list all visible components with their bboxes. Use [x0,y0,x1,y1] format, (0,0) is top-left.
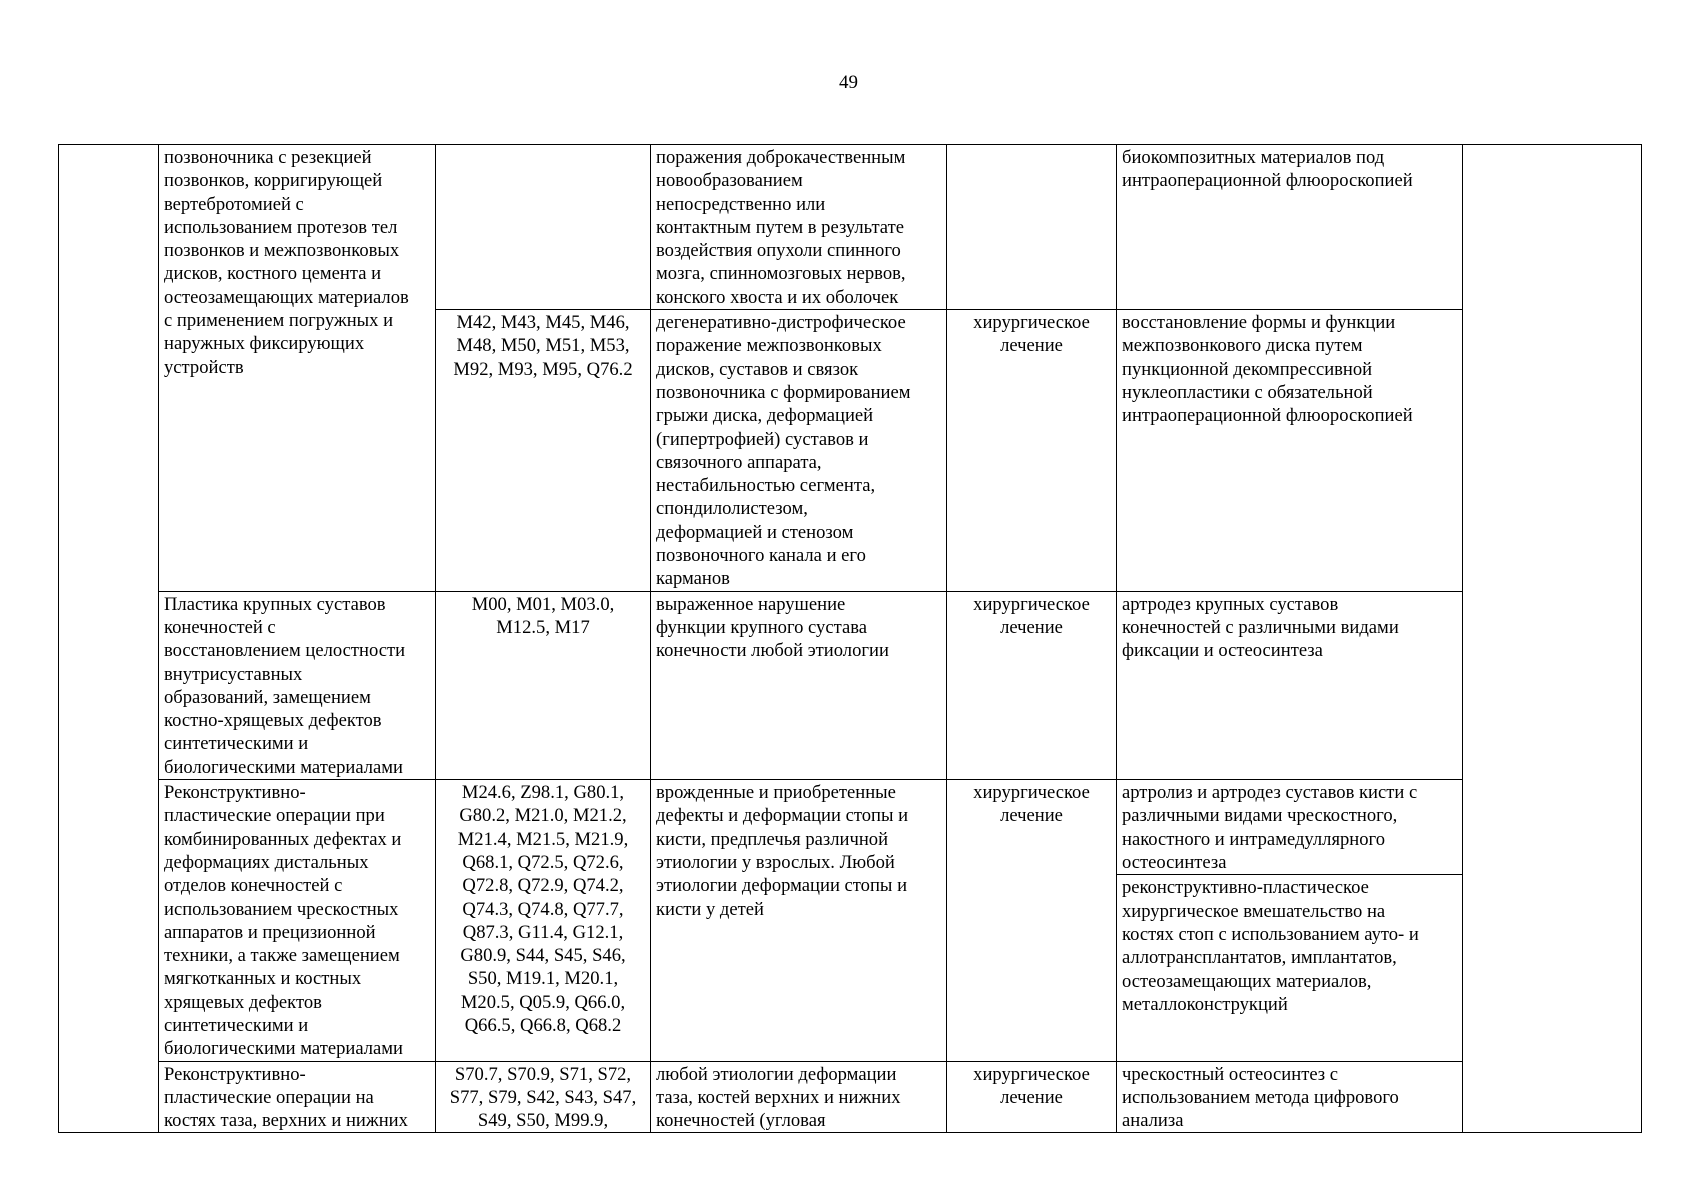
codes-text: M00, M01, M03.0, M12.5, M17 [471,593,615,638]
method-cell [159,145,436,592]
treatment-type-cell [947,780,1117,1062]
table-row [59,780,1642,875]
patient-model-cell [651,780,947,1062]
method-cell [159,1061,436,1133]
treatment-type-text: хирургическое лечение [973,593,1090,638]
method-cell [159,780,436,1062]
method-description-text: чрескостный остеосинтез с использованием метода цифрового анализа [1122,1063,1399,1132]
method-description-text: восстановление формы и функции межпозвонкового диска путем пункционной декомпрессивной нуклеопластики с обязательной интраоперационной флюороскопией [1122,312,1413,427]
patient-model-text: любой этиологии деформации таза, костей верхних и нижних конечностей (угловая [656,1063,901,1132]
method-description-text: артролиз и артродез суставов кисти с различными видами чрескостного, накостного и интрамедуллярного остеосинтеза [1122,782,1418,873]
method-text: Реконструктивно- пластические операции при комбинированных дефектах и деформациях дистальных отделов конечностей с использованием чрескостных аппаратов и прецизионной техники, а также замещением мягкотканных и костных хрящевых дефектов синтетическими и биологическими материалами [164,782,403,1060]
patient-model-text: врожденные и приобретенные дефекты и деформации стопы и кисти, предплечья различной этиологии у взрослых. Любой этиологии деформации стопы и кисти у детей [656,782,909,920]
codes-text: M42, M43, M45, M46, M48, M50, M51, M53, M92, M93, M95, Q76.2 [453,312,633,380]
treatment-type-text: хирургическое лечение [973,782,1090,827]
codes-cell [436,1061,651,1133]
codes-cell [436,591,651,779]
treatment-type-text: хирургическое лечение [973,1063,1090,1108]
method-description-cell [1117,780,1463,875]
treatment-type-cell [947,310,1117,592]
table-row [59,1061,1642,1133]
cost-cell [1463,145,1642,1133]
method-description-text: биокомпозитных материалов под интраоперационной флюороскопией [1122,147,1413,192]
method-description-cell [1117,1061,1463,1133]
patient-model-text: выраженное нарушение функции крупного сустава конечности любой этиологии [656,593,889,662]
method-text: позвоночника с резекцией позвонков, корригирующей вертебротомией с использованием протезов тел позвонков и межпозвонковых дисков, костного цемента и остеозамещающих материалов с применением погружных и наружных фиксирующих устройств [164,147,409,378]
codes-text: S70.7, S70.9, S71, S72, S77, S79, S42, S43, S47, S49, S50, M99.9, [449,1063,637,1132]
patient-model-text: поражения доброкачественным новообразованием непосредственно или контактным путем в результате воздействия опухоли спинного мозга, спинномозговых нервов, конского хвоста и их оболочек [656,147,906,308]
method-description-text: артродез крупных суставов конечностей с различными видами фиксации и остеосинтеза [1122,593,1399,662]
treatment-type-text: хирургическое лечение [973,312,1090,357]
patient-model-cell [651,1061,947,1133]
codes-cell [436,780,651,1062]
procedures-table [58,144,1642,1133]
method-description-cell [1117,145,1463,310]
codes-text: M24.6, Z98.1, G80.1, G80.2, M21.0, M21.2, M21.4, M21.5, M21.9, Q68.1, Q72.5, Q72.6, Q72.8, Q72.9, Q74.2, Q74.3, Q74.8, Q77.7, Q87.3, G11.4, G12.1, G80.9, S44, S45, S46, S50, M19.1, M20.1, M20.5, Q05.9, Q66.0, Q66.5, Q66.8, Q68.2 [457,782,629,1036]
table-row [59,591,1642,779]
method-description-text: реконструктивно-пластическое хирургическое вмешательство на костях стоп с использованием ауто- и аллотрансплантатов, имплантатов, остеозамещающих материалов, металлоконструкций [1122,877,1419,1015]
page-number: 49 [839,72,858,93]
patient-model-cell [651,591,947,779]
patient-model-cell [651,310,947,592]
table-row [59,145,1642,310]
treatment-type-cell [947,591,1117,779]
treatment-type-cell [947,145,1117,310]
treatment-type-cell [947,1061,1117,1133]
patient-model-cell [651,145,947,310]
method-text: Реконструктивно- пластические операции на костях таза, верхних и нижних [164,1063,408,1132]
method-cell [159,591,436,779]
group-number-cell [59,145,159,1133]
method-description-cell [1117,310,1463,592]
codes-cell [436,310,651,592]
method-description-cell [1117,591,1463,779]
codes-cell [436,145,651,310]
patient-model-text: дегенеративно-дистрофическое поражение межпозвонковых дисков, суставов и связок позвоночника с формированием грыжи диска, деформацией (гипертрофией) суставов и связочного аппарата, нестабильностью сегмента, спондилолистезом, деформацией и стенозом позвоночного канала и его карманов [656,312,911,590]
method-text: Пластика крупных суставов конечностей с восстановлением целостности внутрисуставных образований, замещением костно-хрящевых дефектов синтетическими и биологическими материалами [164,593,406,778]
method-description-cell [1117,875,1463,1061]
